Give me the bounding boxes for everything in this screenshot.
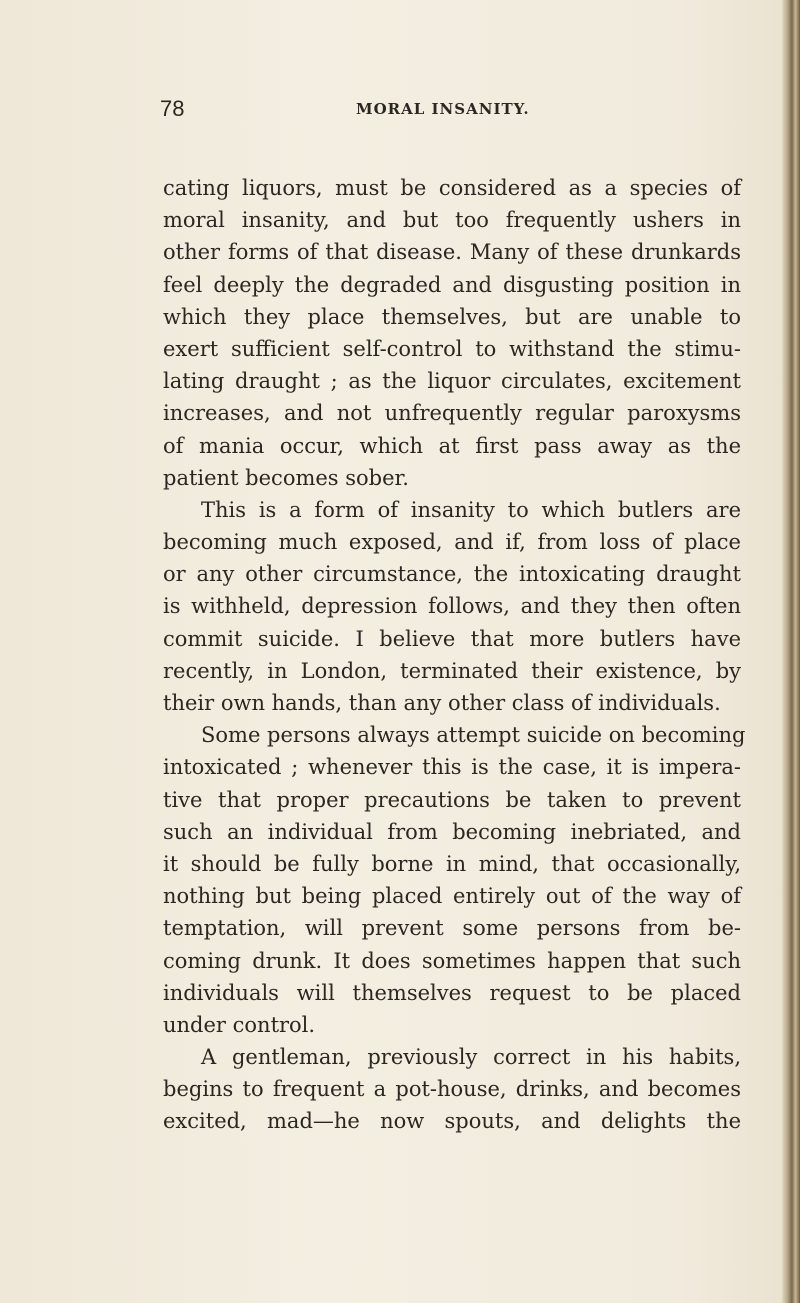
text-line: becoming much exposed, and if, from loss of place (163, 530, 741, 555)
paragraph-end-line: patient becomes sober. (163, 465, 409, 490)
text-line: cating liquors, must be considered as a species of (163, 176, 741, 200)
paragraph-end-line: their own hands, than any other class of individuals. (163, 691, 721, 715)
page-number: 78 (160, 96, 185, 121)
text-line: feel deeply the degraded and disgusting position in (163, 272, 741, 297)
running-head (160, 96, 730, 126)
text-line: lating draught ; as the liquor circulates, excitement (163, 369, 741, 394)
text-line: excited, mad—he now spouts, and delights the (163, 1109, 741, 1134)
paragraph-start-line: This is a form of insanity to which butlers are (201, 497, 741, 522)
text-line: of mania occur, which at first pass away as the (163, 433, 741, 458)
text-line: moral insanity, and but too frequently ushers in (163, 208, 741, 233)
text-line: individuals will themselves request to be placed (163, 980, 741, 1005)
text-line: is withheld, depression follows, and they then often (163, 594, 741, 619)
text-line: which they place themselves, but are unable to (163, 304, 741, 329)
text-line: intoxicated ; whenever this is the case, it is impera- (163, 755, 741, 780)
text-line: tive that proper precautions be taken to prevent (163, 787, 741, 812)
text-line: commit suicide. I believe that more butlers have (163, 626, 741, 651)
paragraph-start-line: A gentleman, previously correct in his habits, (201, 1045, 741, 1070)
text-line: such an individual from becoming inebriated, and (163, 819, 741, 844)
text-line: it should be fully borne in mind, that occasionally, (163, 851, 741, 876)
text-line: other forms of that disease. Many of these drunkards (163, 240, 741, 265)
text-line: or any other circumstance, the intoxicating draught (163, 562, 741, 587)
running-title: MORAL INSANITY. (356, 100, 530, 118)
text-line: increases, and not unfrequently regular paroxysms (163, 401, 741, 426)
text-line: nothing but being placed entirely out of the way of (163, 884, 741, 909)
text-line: coming drunk. It does sometimes happen that such (163, 948, 741, 973)
paragraph-start-line: Some persons always attempt suicide on becoming (201, 723, 746, 748)
book-spine-edge (782, 0, 800, 1303)
text-line: recently, in London, terminated their existence, by (163, 658, 741, 683)
text-line: begins to frequent a pot-house, drinks, and becomes (163, 1077, 741, 1102)
text-line: exert sufficient self-control to withstand the stimu- (163, 336, 741, 361)
paragraph-end-line: under control. (163, 1012, 316, 1037)
text-line: temptation, will prevent some persons from be- (163, 916, 741, 941)
body-text (163, 172, 746, 1138)
